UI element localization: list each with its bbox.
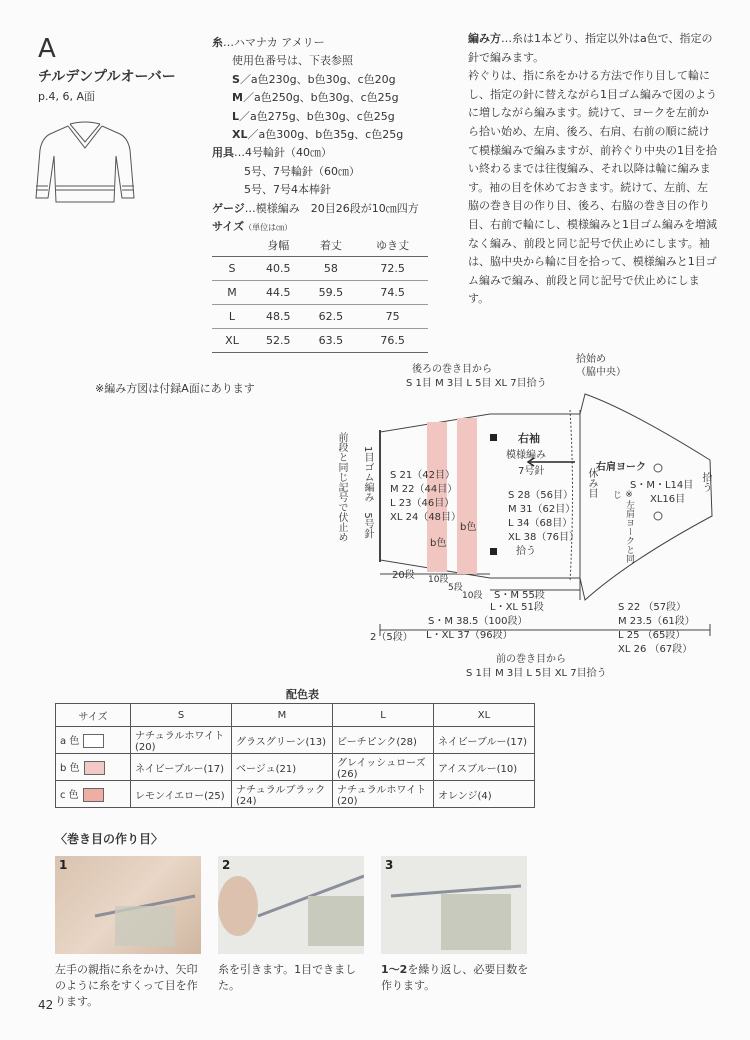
yarn-m: ／a色250g、b色30g、c色25g	[242, 91, 399, 105]
yarn-text: …ハマナカ アメリー	[223, 36, 325, 49]
table-row: a 色 ナチュラルホワイト(20) グラスグリーン(13) ピーチピンク(28) ネイビーブルー(17)	[56, 727, 535, 754]
rows-5: 5段	[448, 583, 463, 593]
method-label: 編み方	[468, 32, 501, 45]
step-2-photo: 2	[218, 856, 364, 954]
table-row: M 44.5 59.5 74.5	[212, 281, 428, 305]
col-sleeve: ゆき丈	[357, 234, 428, 257]
rest-label: 休み目	[586, 468, 597, 498]
rows-xl: XL 26 （67段）	[618, 644, 693, 655]
size-table	[212, 234, 428, 353]
step-3-photo: 3	[381, 856, 527, 954]
rows-10a: 10段	[428, 575, 449, 585]
sleeve-s: S 28（56目）	[508, 490, 573, 501]
table-row: c 色 レモンイエロー(25) ナチュラルブラック(24) ナチュラルホワイト(20) オレンジ(4)	[56, 781, 535, 808]
pick-label-2: 拾う	[516, 546, 536, 557]
rows-2: 2（5段）	[370, 632, 413, 643]
step-1-caption: 左手の親指に糸をかけ、矢印のように糸をすくって目を作ります。	[55, 963, 198, 1008]
gauge-label: ゲージ	[212, 201, 245, 215]
col-chest: 身幅	[252, 234, 305, 257]
rows-l: L 25 （65段）	[618, 630, 686, 641]
sleeve-l: L 34（68目）	[508, 518, 573, 529]
front-cast-counts: S 1目 M 3目 L 5目 XL 7目拾う	[466, 668, 607, 679]
rib-l: L 23（46目）	[390, 498, 455, 509]
gauge-text: …模様編み 20目26段が10㎝四方	[244, 201, 419, 215]
size-m-label: M	[232, 91, 243, 105]
yoke-label: 右肩ヨーク	[596, 462, 646, 473]
swatch-a	[83, 734, 104, 748]
tools-1: …4号輪針（40㎝）	[234, 146, 332, 160]
pattern-page-ref: p.4, 6, A面	[38, 90, 95, 103]
stripe-b-1	[427, 422, 447, 572]
tools-label: 用具	[212, 146, 234, 160]
rib-xl: XL 24（48目）	[390, 512, 462, 523]
pattern-name: チルデンプルオーバー	[38, 69, 176, 85]
length-lxl: L・XL 37（96段）	[426, 630, 513, 641]
rows-s: S 22 （57段）	[618, 602, 687, 613]
pattern-label: 模様編み	[506, 450, 546, 461]
cast-on-title: 〈巻き目の作り目〉	[55, 832, 164, 846]
bindoff-label: 前段と同じ記号で伏止め	[336, 432, 347, 542]
front-cast-label: 前の巻き目から	[496, 654, 566, 665]
swatch-c	[83, 788, 104, 802]
yarn-label: 糸	[212, 36, 223, 49]
color-table-title: 配色表	[286, 688, 319, 701]
size-table-header	[212, 234, 428, 257]
b-color-label-1: b色	[430, 538, 447, 549]
chart-note: ※編み方図は付録A面にあります	[95, 382, 255, 395]
tools-2: 5号、7号輪針（60㎝）	[244, 164, 360, 178]
method-p2: 衿ぐりは、指に糸をかける方法で作り目して輪にし、指定の針に替えながら1目ゴム編みで図のように増しながら編みます。続けて、ヨークを左前から拾い始め、左肩、後ろ、右肩、右前の順に続けて模様編みで編みますが、前衿ぐり中央の1目を拾い終わるまでは往復編み、それ以降は輪に編みます。袖の目を休めておきます。続けて、左前、左脇の巻き目の作り目、後ろ、右脇の巻き目の作り目、右前で輪にし、模様編みと1目ゴム編みを増減なく編み、前段と同じ記号で伏止めにします。袖は、脇中央から輪に目を拾って、模様編みと1目ゴム編みで編み、前段と同じ記号で伏止めにします。	[468, 69, 717, 306]
rows-20: 20段	[392, 570, 415, 581]
back-cast-counts: S 1目 M 3目 L 5目 XL 7目拾う	[406, 378, 547, 389]
rib-s: S 21（42目）	[390, 470, 455, 481]
step-1-photo: 1	[55, 856, 201, 954]
width-lxl: L・XL 51段	[490, 602, 544, 613]
size-l-label: L	[232, 109, 240, 123]
sleeve-m: M 31（62目）	[508, 504, 576, 515]
size-unit: （単位は㎝）	[244, 223, 293, 233]
method-p1: …糸は1本どり、指定以外はa色で、指定の針で編みます。	[468, 32, 713, 64]
yarn-s: ／a色230g、b色30g、c色20g	[239, 72, 396, 86]
color-note: 使用色番号は、下表参照	[232, 54, 353, 68]
rib-m: M 22（44目）	[390, 484, 458, 495]
pattern-letter: A	[38, 34, 56, 64]
stripe-b-2	[457, 418, 477, 574]
size-label: サイズ	[212, 220, 245, 234]
same-as-left-note: ※左肩ヨークと同じ	[611, 490, 634, 563]
knitting-method	[468, 30, 718, 309]
rows-10b: 10段	[462, 591, 483, 601]
page-number: 42	[38, 998, 54, 1012]
b-color-label-2: b色	[460, 522, 477, 533]
table-row: b 色 ネイビーブルー(17) ベージュ(21) グレイッシュローズ(26) アイスブルー(10)	[56, 754, 535, 781]
color-table-header: サイズ S M L XL	[56, 704, 535, 727]
yarn-l: ／a色275g、b色30g、c色25g	[239, 109, 395, 123]
tools-3: 5号、7号4本棒針	[244, 183, 331, 197]
length-sm: S・M 38.5（100段）	[428, 616, 528, 627]
col-length: 着丈	[305, 234, 358, 257]
materials	[212, 34, 452, 237]
sleeve-diagram	[330, 350, 750, 690]
step-2-caption: 糸を引きます。1目できました。	[218, 963, 357, 992]
pickup-start-note: （脇中央）	[576, 367, 626, 378]
pickup-start: 拾始め	[576, 354, 606, 365]
yoke-stitch-xl: XL16目	[650, 494, 686, 505]
sweater-sketch	[30, 116, 140, 206]
width-sm: S・M 55段	[494, 590, 545, 601]
table-row: XL 52.5 63.5 76.5	[212, 329, 428, 353]
needle-7-label: 7号針	[518, 466, 545, 477]
sleeve-label: 右袖	[518, 432, 540, 445]
yoke-stitch-sml: S・M・L14目	[630, 480, 694, 491]
sleeve-xl: XL 38（76目）	[508, 532, 580, 543]
table-row: S 40.5 58 72.5	[212, 257, 428, 281]
rows-m: M 23.5（61段）	[618, 616, 695, 627]
rib-label: 1目ゴム編み 5号針	[362, 446, 373, 539]
yarn-xl: ／a色300g、b色35g、c色25g	[247, 128, 404, 142]
color-table	[55, 703, 535, 808]
back-cast-label: 後ろの巻き目から	[412, 364, 492, 375]
table-row: L 48.5 62.5 75	[212, 305, 428, 329]
swatch-b	[84, 761, 105, 775]
size-s-label: S	[232, 72, 240, 86]
step-3-caption: 1～2を繰り返し、必要目数を作ります。	[381, 963, 529, 992]
pick-label: 拾う	[700, 472, 711, 492]
size-xl-label: XL	[232, 128, 248, 142]
